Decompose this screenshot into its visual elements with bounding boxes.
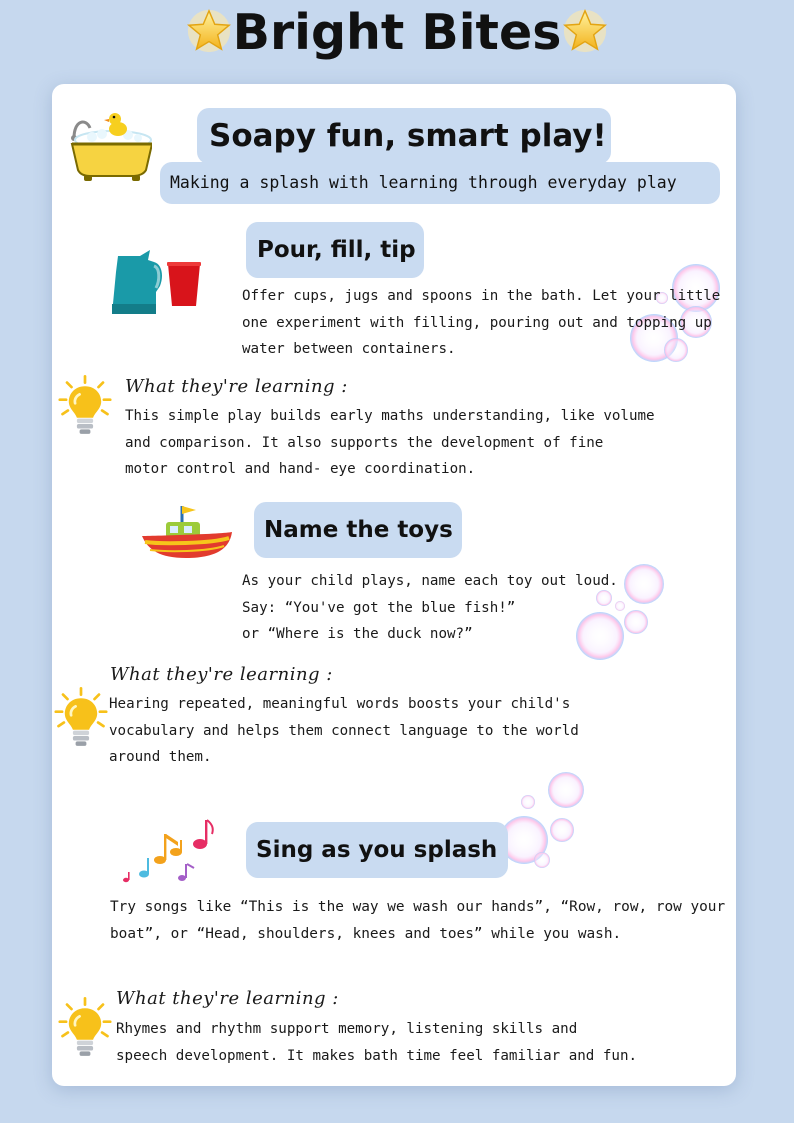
star-icon: [561, 7, 609, 55]
learning-text: [125, 403, 655, 483]
banner-subtitle-text: Making a splash with learning through everyday play: [170, 173, 677, 192]
music-notes-icon: [118, 818, 218, 886]
learning-line: Rhymes and rhythm support memory, listening skills and: [116, 1021, 578, 1037]
section-heading: [246, 222, 424, 278]
toy-boat-icon: [140, 502, 234, 562]
bubbles-icon: [498, 770, 590, 870]
title-text: Bright Bites: [232, 4, 562, 61]
body-line: Offer cups, jugs and spoons in the bath. Let your little: [242, 288, 721, 304]
learning-label: What they're learning :: [110, 664, 333, 685]
banner-subtitle: [160, 162, 720, 204]
body-line: Say: “You've got the blue fish!”: [242, 599, 516, 616]
learning-line: around them.: [109, 749, 212, 765]
learning-line: vocabulary and helps them connect language to the world: [109, 722, 579, 739]
lightbulb-icon: [58, 374, 112, 438]
body-line: or “Where is the duck now?”: [242, 626, 473, 642]
learning-line: Hearing repeated, meaningful words boosts your child's: [109, 696, 571, 712]
learning-line: speech development. It makes bath time feel familiar and fun.: [116, 1047, 638, 1064]
body-line: boat”, or “Head, shoulders, knees and toes” while you wash.: [110, 925, 622, 942]
section-heading-text: Pour, fill, tip: [257, 237, 416, 263]
learning-text: [109, 691, 579, 771]
learning-label: What they're learning :: [116, 988, 339, 1009]
learning-line: motor control and hand- eye coordination.: [125, 461, 476, 477]
section-heading-text: Sing as you splash: [256, 837, 498, 863]
section-heading: [246, 822, 508, 878]
section-body: [242, 568, 618, 648]
section-body: [110, 894, 725, 947]
body-line: water between containers.: [242, 341, 456, 357]
page-title: [0, 4, 794, 61]
body-line: As your child plays, name each toy out loud.: [242, 573, 618, 589]
section-heading-text: Name the toys: [264, 517, 453, 543]
section-body: [242, 283, 720, 363]
learning-line: and comparison. It also supports the development of fine: [125, 434, 604, 451]
body-line: Try songs like “This is the way we wash our hands”, “Row, row, row your: [110, 899, 726, 915]
content-card: [52, 84, 736, 1086]
learning-line: This simple play builds early maths understanding, like volume: [125, 408, 655, 424]
banner-headline: [197, 108, 611, 164]
star-icon: [185, 7, 233, 55]
lightbulb-icon: [58, 996, 112, 1060]
lightbulb-icon: [54, 686, 108, 750]
banner-headline-text: Soapy fun, smart play!: [209, 118, 607, 154]
learning-text: [116, 1016, 637, 1069]
section-heading: [254, 502, 462, 558]
jug-and-cup-icon: [110, 250, 206, 316]
body-line: one experiment with filling, pouring out and topping up: [242, 314, 712, 331]
learning-label: What they're learning :: [125, 376, 348, 397]
bathtub-icon: [68, 108, 152, 184]
